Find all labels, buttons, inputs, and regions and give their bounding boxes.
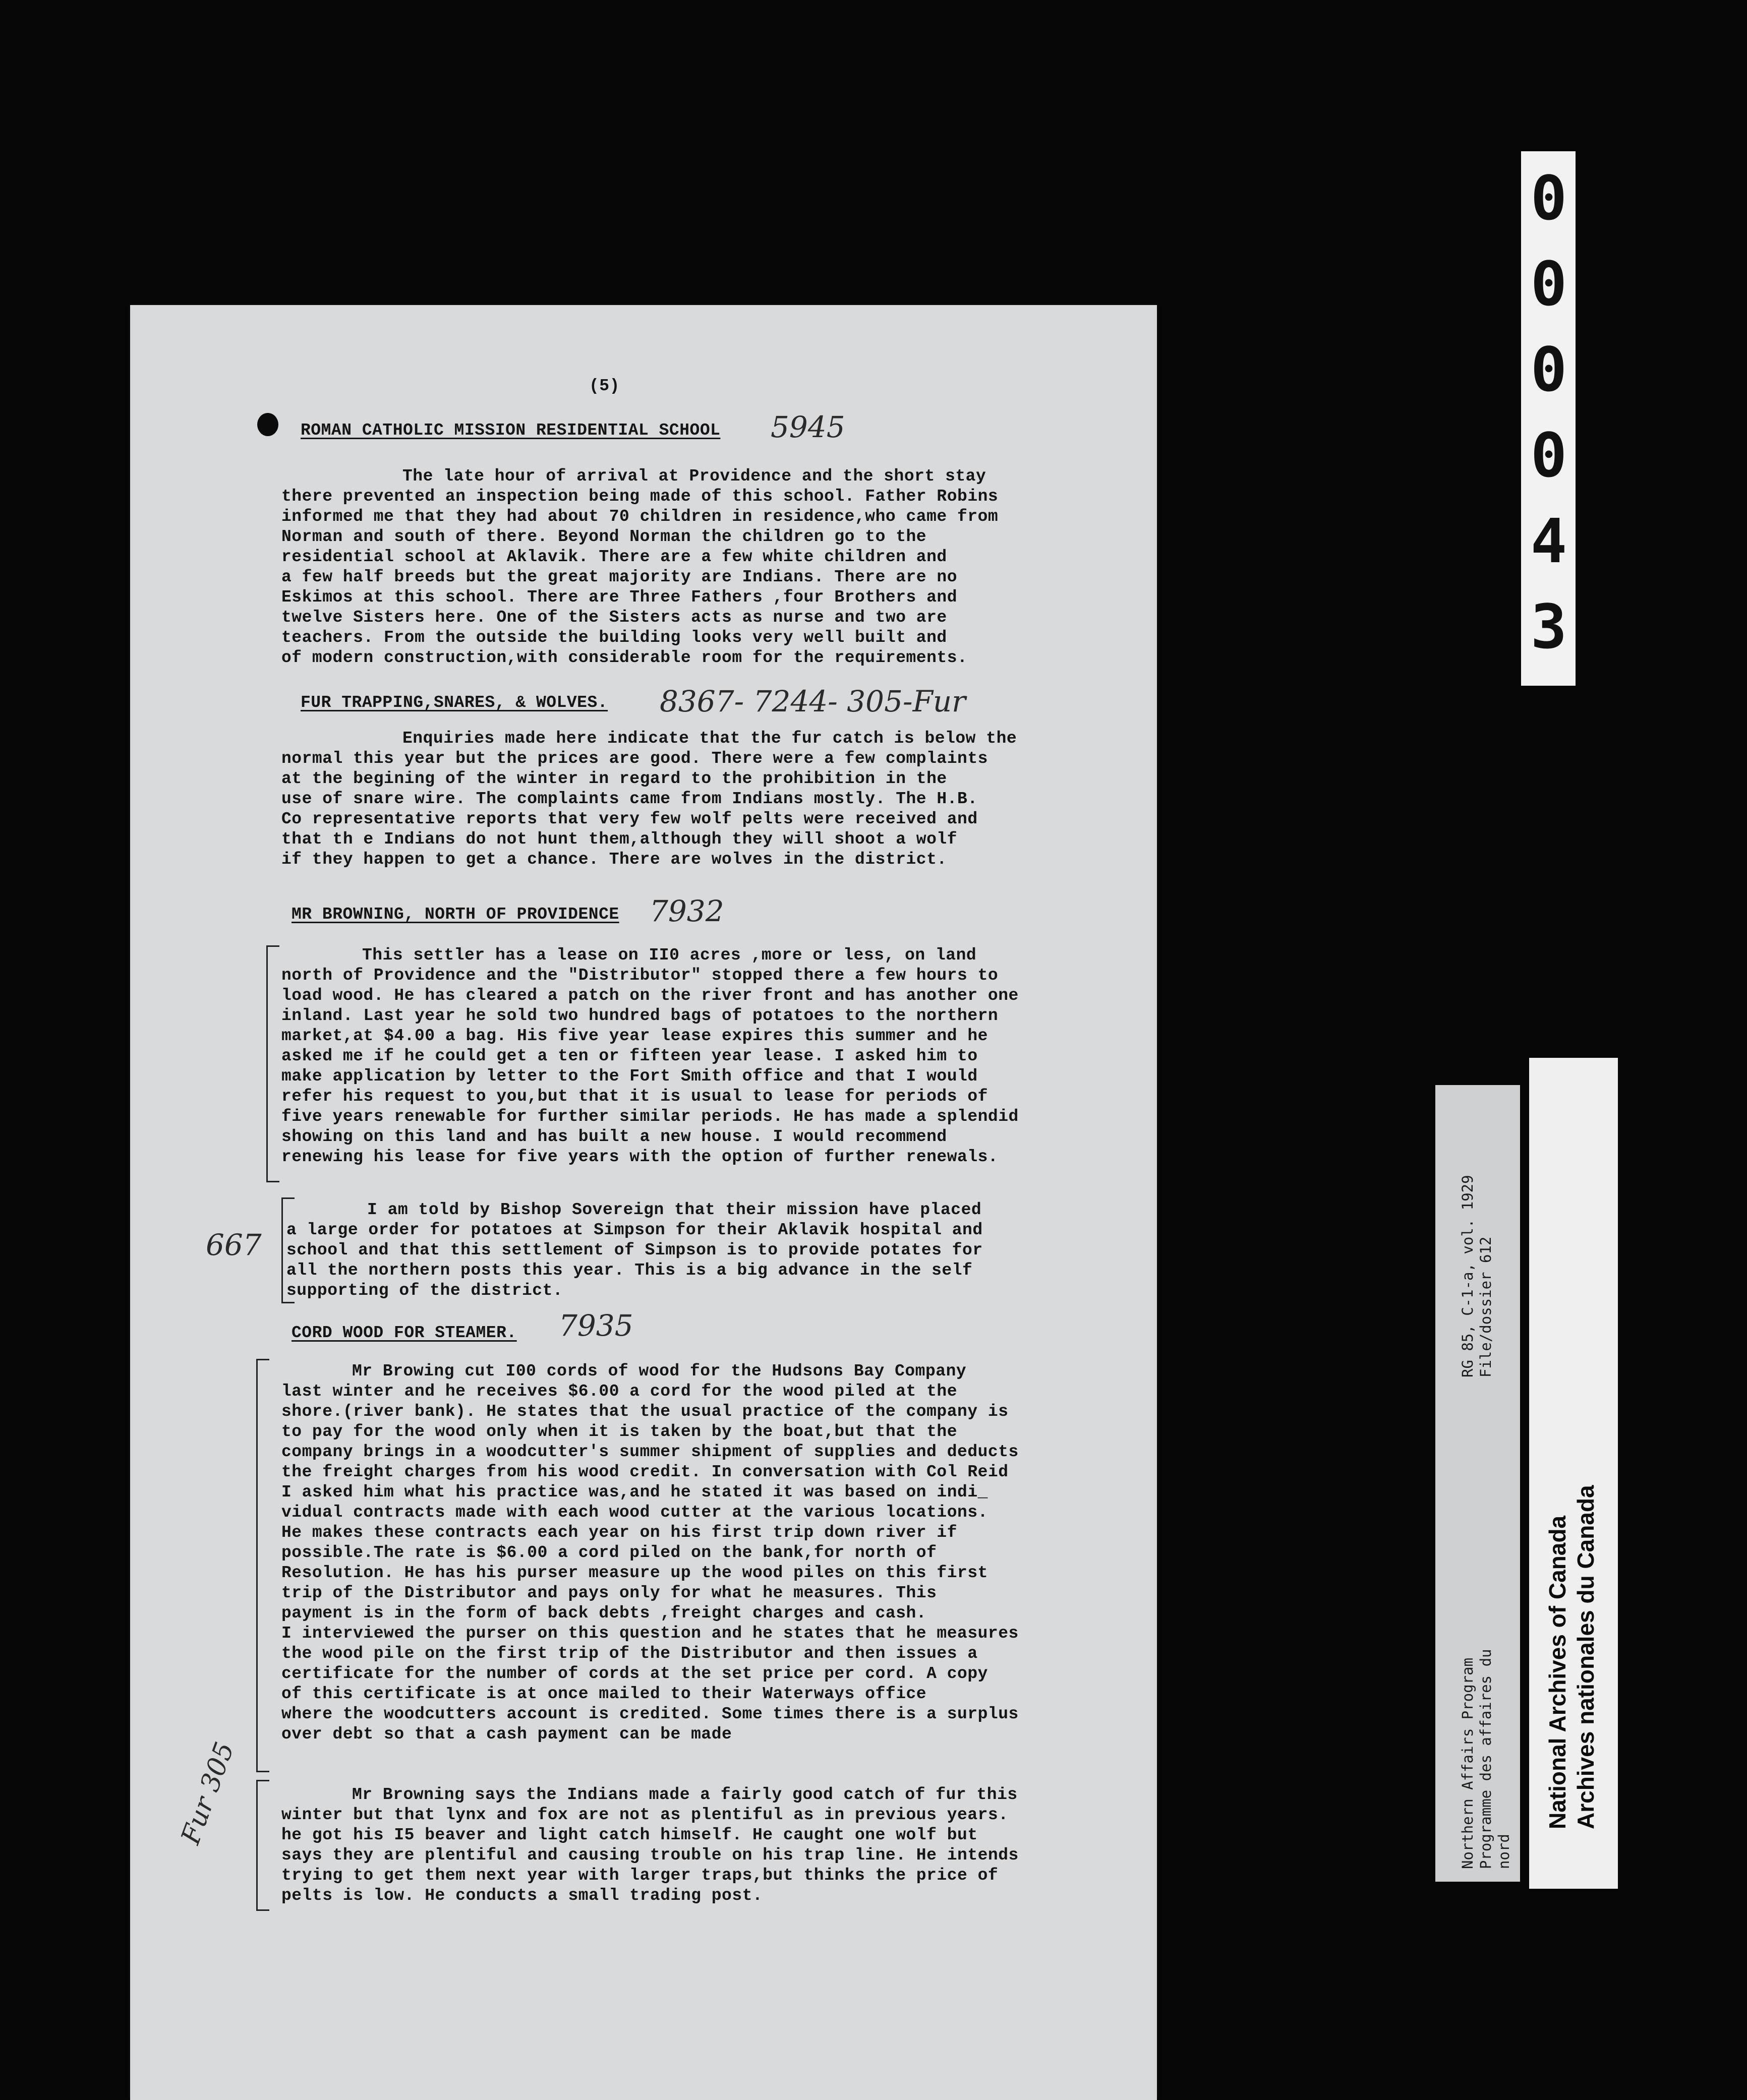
browning-line: asked me if he could get a ten or fifteen year lease. I asked him to — [281, 1047, 978, 1065]
cordwood-line: over debt so that a cash payment can be made — [281, 1725, 732, 1744]
browning-paragraph — [281, 945, 1019, 1167]
cordwood-line: shore.(river bank). He states that the usual practice of the company is — [281, 1402, 1009, 1421]
frame-number-digit: 0 — [1530, 250, 1566, 320]
bishop-margin-note: 667 — [206, 1228, 262, 1262]
browning-heading: MR BROWNING, NORTH OF PROVIDENCE — [292, 905, 619, 924]
cordwood-heading: CORD WOOD FOR STEAMER. — [292, 1324, 517, 1342]
browning-line: This settler has a lease on II0 acres ,more or less, on land — [362, 946, 977, 965]
cordwood-line: the wood pile on the first trip of the Distributor and then issues a — [281, 1644, 978, 1663]
fur-catch-line: Mr Browning says the Indians made a fairly good catch of fur this — [352, 1785, 1018, 1804]
school-line: teachers. From the outside the building looks very well built and — [281, 628, 947, 647]
cordwood-line: Mr Browing cut I00 cords of wood for the Hudsons Bay Company — [352, 1362, 967, 1381]
fur-catch-line: pelts is low. He conducts a small trading post. — [281, 1886, 763, 1905]
bishop-line: supporting of the district. — [286, 1281, 563, 1300]
school-line: informed me that they had about 70 children in residence,who came from — [281, 507, 999, 526]
cordwood-margin-bracket — [256, 1359, 258, 1772]
archive-name-fr: Archives nationales du Canada — [1573, 1485, 1599, 1829]
browning-line: renewing his lease for five years with the option of further renewals. — [281, 1148, 999, 1166]
school-line: there prevented an inspection being made of this school. Father Robins — [281, 487, 999, 506]
cordwood-line: He makes these contracts each year on his first trip down river if — [281, 1523, 958, 1542]
frame-number — [1524, 156, 1573, 671]
reference-line-2: File/dossier 612 — [1477, 1236, 1494, 1377]
page-number: (5) — [589, 377, 620, 395]
school-line: of modern construction,with considerable room for the requirements. — [281, 648, 968, 667]
bishop-margin-bracket — [281, 1197, 283, 1303]
reference-line-5: nord — [1495, 1834, 1512, 1869]
fur-catch-margin-bracket — [256, 1780, 258, 1911]
fur-catch-line: he got his I5 beaver and light catch himself. He caught one wolf but — [281, 1826, 978, 1844]
fur-line: that th e Indians do not hunt them,although they will shoot a wolf — [281, 830, 958, 849]
punch-hole — [257, 413, 278, 436]
cordwood-file-note: 7935 — [559, 1308, 633, 1343]
fur-catch-line: trying to get them next year with larger traps,but thinks the price of — [281, 1866, 999, 1885]
cordwood-line: last winter and he receives $6.00 a cord for the wood piled at the — [281, 1382, 958, 1401]
fur-line: normal this year but the prices are good. There were a few complaints — [281, 749, 988, 768]
fur-line: use of snare wire. The complaints came from Indians mostly. The H.B. — [281, 790, 978, 808]
school-line: residential school at Aklavik. There are a few white children and — [281, 548, 947, 566]
school-line: The late hour of arrival at Providence and the short stay — [402, 467, 986, 486]
browning-file-note: 7932 — [650, 894, 724, 928]
school-line: twelve Sisters here. One of the Sisters acts as nurse and two are — [281, 608, 947, 627]
browning-margin-bracket — [266, 945, 268, 1182]
fur-catch-line: says they are plentiful and causing trouble on his trap line. He intends — [281, 1846, 1019, 1865]
bishop-line: a large order for potatoes at Simpson for their Aklavik hospital and — [286, 1221, 983, 1239]
reference-line-3: Northern Affairs Program — [1459, 1657, 1476, 1869]
cordwood-line: of this certificate is at once mailed to their Waterways office — [281, 1685, 927, 1703]
bishop-paragraph — [286, 1200, 983, 1301]
bishop-line: I am told by Bishop Sovereign that their mission have placed — [367, 1201, 982, 1219]
school-line: Eskimos at this school. There are Three Fathers ,four Brothers and — [281, 588, 958, 607]
cordwood-line: trip of the Distributor and pays only for what he measures. This — [281, 1584, 937, 1602]
archive-name-en: National Archives of Canada — [1544, 1515, 1570, 1829]
cordwood-line: I asked him what his practice was,and he stated it was based on indi_ — [281, 1483, 988, 1502]
cordwood-line: company brings in a woodcutter's summer shipment of supplies and deducts — [281, 1443, 1019, 1461]
browning-line: refer his request to you,but that it is usual to lease for periods of — [281, 1087, 988, 1106]
browning-line: make application by letter to the Fort Smith office and that I would — [281, 1067, 978, 1086]
school-file-note: 5945 — [771, 410, 845, 444]
frame-number-strip — [1521, 151, 1576, 686]
frame-number-digit: 0 — [1530, 421, 1566, 491]
browning-line: five years renewable for further similar periods. He has made a splendid — [281, 1107, 1019, 1126]
archive-label — [1529, 1058, 1618, 1889]
fur-paragraph — [281, 729, 1017, 870]
cordwood-line: vidual contracts made with each wood cutter at the various locations. — [281, 1503, 988, 1522]
browning-line: north of Providence and the "Distributor" stopped there a few hours to — [281, 966, 999, 985]
reference-line-4: Programme des affaires du — [1477, 1649, 1494, 1869]
fur-catch-paragraph — [281, 1785, 1019, 1906]
reference-line-1: RG 85, C-1-a, vol. 1929 — [1459, 1175, 1476, 1377]
cordwood-line: to pay for the wood only when it is taken by the boat,but that the — [281, 1422, 958, 1441]
fur-catch-margin-note: Fur 305 — [176, 1738, 241, 1848]
fur-heading: FUR TRAPPING,SNARES, & WOLVES. — [301, 693, 608, 712]
cordwood-line: where the woodcutters account is credited. Some times there is a surplus — [281, 1705, 1019, 1723]
bishop-line: school and that this settlement of Simpson is to provide potates for — [286, 1241, 983, 1259]
browning-line: showing on this land and has built a new house. I would recommend — [281, 1127, 947, 1146]
fur-line: if they happen to get a chance. There are wolves in the district. — [281, 850, 947, 869]
browning-line: inland. Last year he sold two hundred bags of potatoes to the northern — [281, 1006, 999, 1025]
cordwood-paragraph — [281, 1361, 1019, 1745]
frame-number-digit: 0 — [1530, 164, 1566, 234]
school-paragraph — [281, 466, 998, 668]
fur-line: Enquiries made here indicate that the fur catch is below the — [402, 729, 1017, 748]
cordwood-line: Resolution. He has his purser measure up the wood piles on this first — [281, 1564, 988, 1582]
frame-number-digit: 3 — [1530, 592, 1566, 663]
frame-number-digit: 4 — [1530, 507, 1566, 577]
reference-label — [1435, 1085, 1520, 1882]
frame-number-digit: 0 — [1530, 335, 1566, 405]
school-line: Norman and south of there. Beyond Norman the children go to the — [281, 527, 927, 546]
cordwood-line: the freight charges from his wood credit. In conversation with Col Reid — [281, 1463, 1009, 1481]
document-page — [130, 305, 1157, 2100]
cordwood-line: I interviewed the purser on this question and he states that he measures — [281, 1624, 1019, 1643]
fur-line: at the begining of the winter in regard to the prohibition in the — [281, 769, 947, 788]
bishop-line: all the northern posts this year. This is a big advance in the self — [286, 1261, 973, 1280]
fur-catch-line: winter but that lynx and fox are not as plentiful as in previous years. — [281, 1806, 1009, 1824]
browning-line: market,at $4.00 a bag. His five year lease expires this summer and he — [281, 1027, 988, 1045]
browning-line: load wood. He has cleared a patch on the river front and has another one — [281, 986, 1019, 1005]
cordwood-line: certificate for the number of cords at the set price per cord. A copy — [281, 1664, 988, 1683]
cordwood-line: payment is in the form of back debts ,freight charges and cash. — [281, 1604, 927, 1623]
school-heading: ROMAN CATHOLIC MISSION RESIDENTIAL SCHOOL — [301, 421, 721, 440]
fur-line: Co representative reports that very few wolf pelts were received and — [281, 810, 978, 828]
cordwood-line: possible.The rate is $6.00 a cord piled on the bank,for north of — [281, 1543, 937, 1562]
school-line: a few half breeds but the great majority are Indians. There are no — [281, 568, 958, 586]
fur-file-note: 8367- 7244- 305-Fur — [660, 684, 966, 718]
